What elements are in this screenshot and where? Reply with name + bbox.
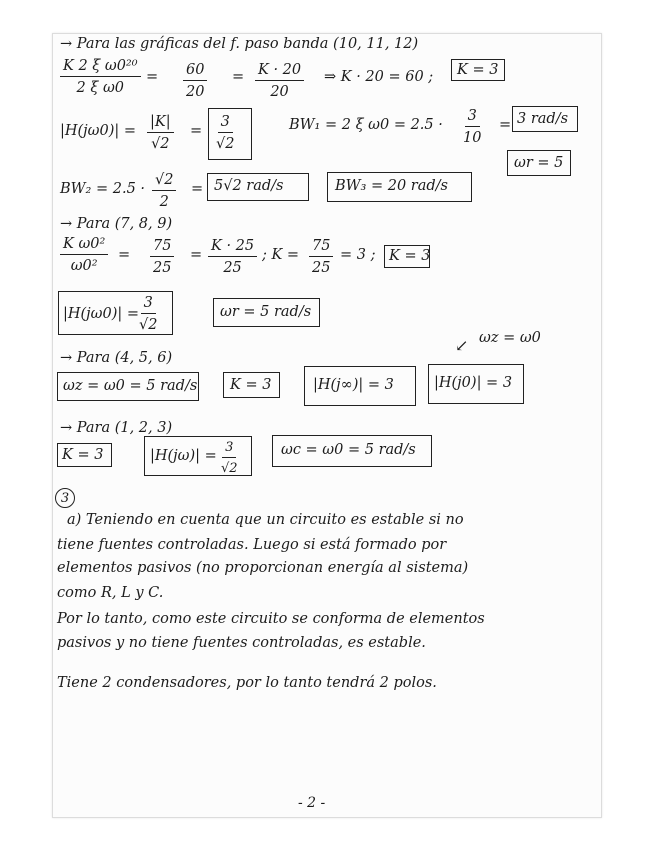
boxed-result-text: ωc = ω0 = 5 rad/s (281, 442, 416, 458)
fraction-denominator: 10 (463, 130, 482, 146)
fraction-numerator: K 2 ξ ω0²⁰ (60, 58, 141, 77)
boxed-result (207, 173, 309, 201)
boxed-result-text: |H(j0)| = 3 (434, 375, 513, 391)
fraction-k-root2 (147, 114, 174, 152)
bandwidth-bw1: BW₁ = 2 ξ ω0 = 2.5 · (289, 117, 443, 133)
heading-case-7-8-9: → Para (7, 8, 9) (60, 216, 173, 232)
fraction-75-25 (150, 238, 174, 276)
boxed-result-text: ωz = ω0 = 5 rad/s (63, 378, 198, 394)
fraction-denominator: √2 (151, 136, 170, 152)
boxed-result-text: BW₃ = 20 rad/s (335, 178, 448, 194)
fraction-numerator: 3 (141, 295, 156, 314)
equals-sign: = (118, 247, 131, 263)
fraction-3-root2 (221, 440, 238, 476)
boxed-result-text: |H(jω0)| = (63, 306, 140, 322)
boxed-result (384, 245, 430, 268)
boxed-result (304, 366, 416, 406)
fraction-numerator: |K| (147, 114, 174, 133)
boxed-result-text: 5√2 rad/s (214, 178, 284, 194)
paragraph-line: como R, L y C. (57, 585, 164, 601)
boxed-result (223, 372, 280, 398)
boxed-result-text: ωr = 5 rad/s (220, 304, 312, 320)
paragraph-line: Tiene 2 condensadores, por lo tanto tendrá 2 polos. (57, 675, 437, 691)
fraction-numerator: K ω0² (60, 236, 108, 255)
note-wz-w0: ωz = ω0 (479, 330, 541, 346)
paragraph-line: elementos pasivos (no proporcionan energía al sistema) (57, 560, 469, 576)
fraction-kw0sq-w0sq (60, 236, 108, 274)
fraction-denominator: √2 (139, 317, 158, 333)
equals-sign: = (191, 181, 204, 197)
heading-case-4-5-6: → Para (4, 5, 6) (60, 350, 173, 366)
boxed-fraction (208, 108, 252, 160)
fraction-numerator: 3 (222, 440, 236, 458)
fraction-denominator: 20 (270, 84, 289, 100)
heading-case-1-2-3: → Para (1, 2, 3) (60, 420, 173, 436)
page-number: - 2 - (298, 795, 326, 811)
boxed-result (272, 435, 432, 467)
equals-sign: = (190, 123, 203, 139)
fraction-k2xw0 (60, 58, 141, 96)
boxed-result-text: |H(jω)| = (150, 448, 217, 464)
boxed-result-text: |H(j∞)| = 3 (313, 377, 394, 393)
fraction-denominator: √2 (221, 461, 238, 476)
section-number: 3 (60, 490, 70, 506)
fraction-75-25-b (309, 238, 333, 276)
boxed-result (57, 443, 112, 467)
fraction-numerator: K · 20 (255, 62, 304, 81)
fraction-root2-2 (152, 172, 176, 210)
fraction-3-root2 (216, 114, 234, 152)
fraction-numerator: 75 (150, 238, 174, 257)
paragraph-line: Por lo tanto, como este circuito se conforma de elementos (57, 611, 485, 627)
fraction-denominator: 25 (153, 260, 172, 276)
bandwidth-bw2: BW₂ = 2.5 · (60, 181, 146, 197)
arrow-icon: ↙ (455, 336, 469, 355)
boxed-result (327, 172, 472, 202)
fraction-60-20 (183, 62, 207, 100)
fraction-numerator: K · 25 (208, 238, 257, 257)
paragraph-line: tiene fuentes controladas. Luego si está formado por (57, 537, 447, 553)
section-3-marker (55, 488, 75, 508)
boxed-result-text: K = 3 (389, 248, 431, 264)
equals-sign: = (232, 69, 245, 85)
magnitude-label: |H(jω0)| = (60, 123, 137, 139)
boxed-result (144, 436, 252, 476)
fraction-numerator: 3 (465, 108, 480, 127)
fraction-denominator: √2 (216, 136, 235, 152)
paragraph-line: pasivos y no tiene fuentes controladas, es estable. (57, 635, 426, 651)
fraction-k20-20 (255, 62, 304, 100)
equation-k20: ⇒ K · 20 = 60 ; (324, 69, 434, 85)
boxed-result-text: 3 rad/s (517, 111, 569, 127)
boxed-result (428, 364, 524, 404)
boxed-result-text: K = 3 (230, 377, 272, 393)
fraction-denominator: 25 (223, 260, 242, 276)
fraction-numerator: 75 (309, 238, 333, 257)
fraction-denominator: 2 ξ ω0 (76, 80, 125, 96)
boxed-result-text: K = 3 (457, 62, 499, 78)
boxed-result-text: ωr = 5 (514, 155, 564, 171)
equals-sign: = (190, 247, 203, 263)
fraction-denominator: 25 (312, 260, 331, 276)
paragraph-line: a) Teniendo en cuenta que un circuito es estable si no (67, 512, 464, 528)
equals-sign: = (499, 117, 512, 133)
boxed-result (57, 372, 199, 401)
fraction-numerator: √2 (152, 172, 176, 191)
fraction-k25-25 (208, 238, 257, 276)
equals-sign: = (146, 69, 159, 85)
equation-k: ; K = (262, 247, 300, 263)
fraction-3-10 (463, 108, 481, 146)
boxed-result (512, 106, 578, 132)
boxed-result-text: K = 3 (62, 447, 104, 463)
boxed-result (507, 150, 571, 176)
boxed-result (58, 291, 173, 335)
boxed-result (451, 59, 505, 81)
fraction-numerator: 60 (183, 62, 207, 81)
fraction-denominator: ω0² (70, 258, 98, 274)
fraction-numerator: 3 (218, 114, 233, 133)
equation-result: = 3 ; (340, 247, 376, 263)
fraction-denominator: 2 (159, 194, 169, 210)
boxed-result (213, 298, 320, 327)
fraction-3-root2 (139, 295, 157, 333)
heading-band-pass: → Para las gráficas del f. paso banda (10, 11, 12) (60, 36, 419, 52)
fraction-denominator: 20 (186, 84, 205, 100)
